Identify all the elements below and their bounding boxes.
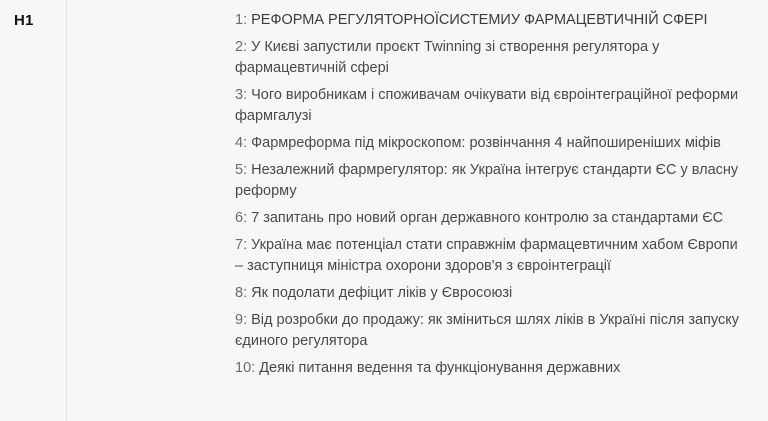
list-item-index: 4:	[235, 135, 248, 151]
headings-list	[235, 0, 768, 421]
list-item-index: 7:	[235, 237, 248, 253]
list-item-index: 9:	[235, 312, 248, 328]
list-item-text: Україна має потенціал стати справжнім фармацевтичним хабом Європи – заступниця міністра охорони здоров'я з євроінтеграції	[235, 237, 738, 274]
list-item-text: 7 запитань про новий орган державного контролю за стандартами ЄС	[251, 210, 724, 226]
list-item-index: 5:	[235, 162, 248, 178]
list-item-text: Незалежний фармрегулятор: як Україна інтегрує стандарти ЄС у власну реформу	[235, 162, 739, 199]
list-item-index: 2:	[235, 39, 248, 55]
list-item-text: Фармреформа під мікроскопом: розвінчання 4 найпоширеніших міфів	[251, 135, 721, 151]
list-item	[235, 85, 748, 127]
list-item	[235, 133, 748, 154]
list-item	[235, 358, 748, 379]
list-item	[235, 235, 748, 277]
list-item-text: У Києві запустили проєкт Twinning зі створення регулятора у фармацевтичній сфері	[235, 39, 660, 76]
heading-level-column	[0, 0, 66, 421]
list-item-text: Чого виробникам і споживачам очікувати від євроінтеграційної реформи фармгалузі	[235, 87, 739, 124]
heading-level-label: H1	[14, 12, 34, 29]
list-item-index: 1:	[235, 12, 248, 28]
list-item	[235, 283, 748, 304]
list-item	[235, 10, 748, 31]
list-item-index: 6:	[235, 210, 248, 226]
list-item	[235, 37, 748, 79]
list-item-index: 3:	[235, 87, 248, 103]
list-item-text: Деякі питання ведення та функціонування державних	[259, 360, 621, 376]
list-item	[235, 208, 748, 229]
list-item-index: 10:	[235, 360, 256, 376]
list-item-text: РЕФОРМА РЕГУЛЯТОРНОЇСИСТЕМИУ ФАРМАЦЕВТИЧНІЙ СФЕРІ	[251, 12, 708, 28]
list-item-text: Від розробки до продажу: як зміниться шлях ліків в Україні після запуску єдиного регулятора	[235, 312, 740, 349]
spacer-column	[67, 0, 235, 421]
list-item-index: 8:	[235, 285, 248, 301]
list-item-text: Як подолати дефіцит ліків у Євросоюзі	[251, 285, 513, 301]
list-item	[235, 160, 748, 202]
list-item	[235, 310, 748, 352]
